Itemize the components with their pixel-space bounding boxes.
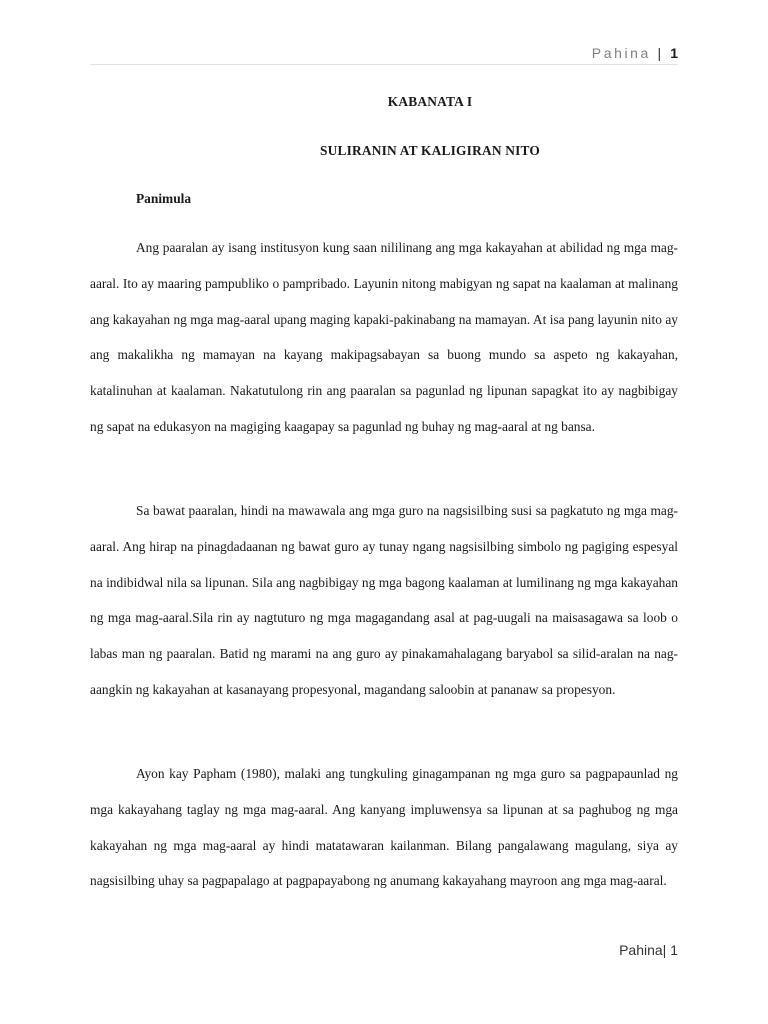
section-heading: Panimula xyxy=(136,191,192,206)
header-page-label: Pahina xyxy=(591,45,651,61)
chapter-title: KABANATA I xyxy=(387,94,473,109)
header-separator: | xyxy=(657,45,664,61)
page-header xyxy=(592,45,678,61)
body-paragraph: Ang paaralan ay isang institusyon kung saan nililinang ang mga kakayahan at abilidad ng mga mag-aaral. Ito ay maaring pampubliko o pampribado. Layunin nitong mabigyan ng sapat na kaalaman at malinang ang kakayahan ng mga mag-aaral upang maging kapaki-pakinabang na mamayan. At isa pang layunin nito ay ang makalikha ng mamayan na kayang makipagsabayan sa buong mundo sa aspeto ng kakayahan, katalinuhan at kaalaman. Nakatutulong rin ang paaralan sa pagunlad ng lipunan sapagkat ito ay nagbibigay ng sapat na edukasyon na magiging kaagapay sa pagunlad ng buhay ng mag-aaral at ng bansa. xyxy=(90,240,678,434)
page-footer: Pahina| 1 xyxy=(619,942,678,958)
body-paragraph: Ayon kay Papham (1980), malaki ang tungkuling ginagampanan ng mga guro sa pagpapaunlad ng mga kakayahang taglay ng mga mag-aaral. Ang kanyang impluwensya sa lipunan at sa paghubog ng mga kakayahan ng mga mag-aaral ay hindi matatawaran kailanman. Bilang pangalawang magulang, siya ay nagsisilbing uhay sa pagpapalago at pagpapayabong ng anumang kakayahang mayroon ang mga mag-aaral. xyxy=(90,766,678,889)
body-paragraph: Sa bawat paaralan, hindi na mawawala ang mga guro na nagsisilbing susi sa pagkatuto ng mga mag-aaral. Ang hirap na pinagdadaanan ng bawat guro ay tunay ngang nagsisilbing simbolo ng pagiging espesyal na indibidwal nila sa lipunan. Sila ang nagbibigay ng mga bagong kaalaman at lumilinang ng mga kakayahan ng mga mag-aaral.Sila rin ay nagtuturo ng mga magagandang asal at pag-uugali na maisasagawa sa loob o labas man ng paaralan. Batid ng marami na ang guro ay pinakamahalagang baryabol sa silid-aralan na nag-aangkin ng kakayahan at kasanayang propesyonal, magandang saloobin at pananaw sa propesyon. xyxy=(90,503,678,697)
header-page-number: 1 xyxy=(670,45,678,61)
chapter-subtitle: SULIRANIN AT KALIGIRAN NITO xyxy=(319,143,541,158)
header-divider xyxy=(90,64,678,65)
